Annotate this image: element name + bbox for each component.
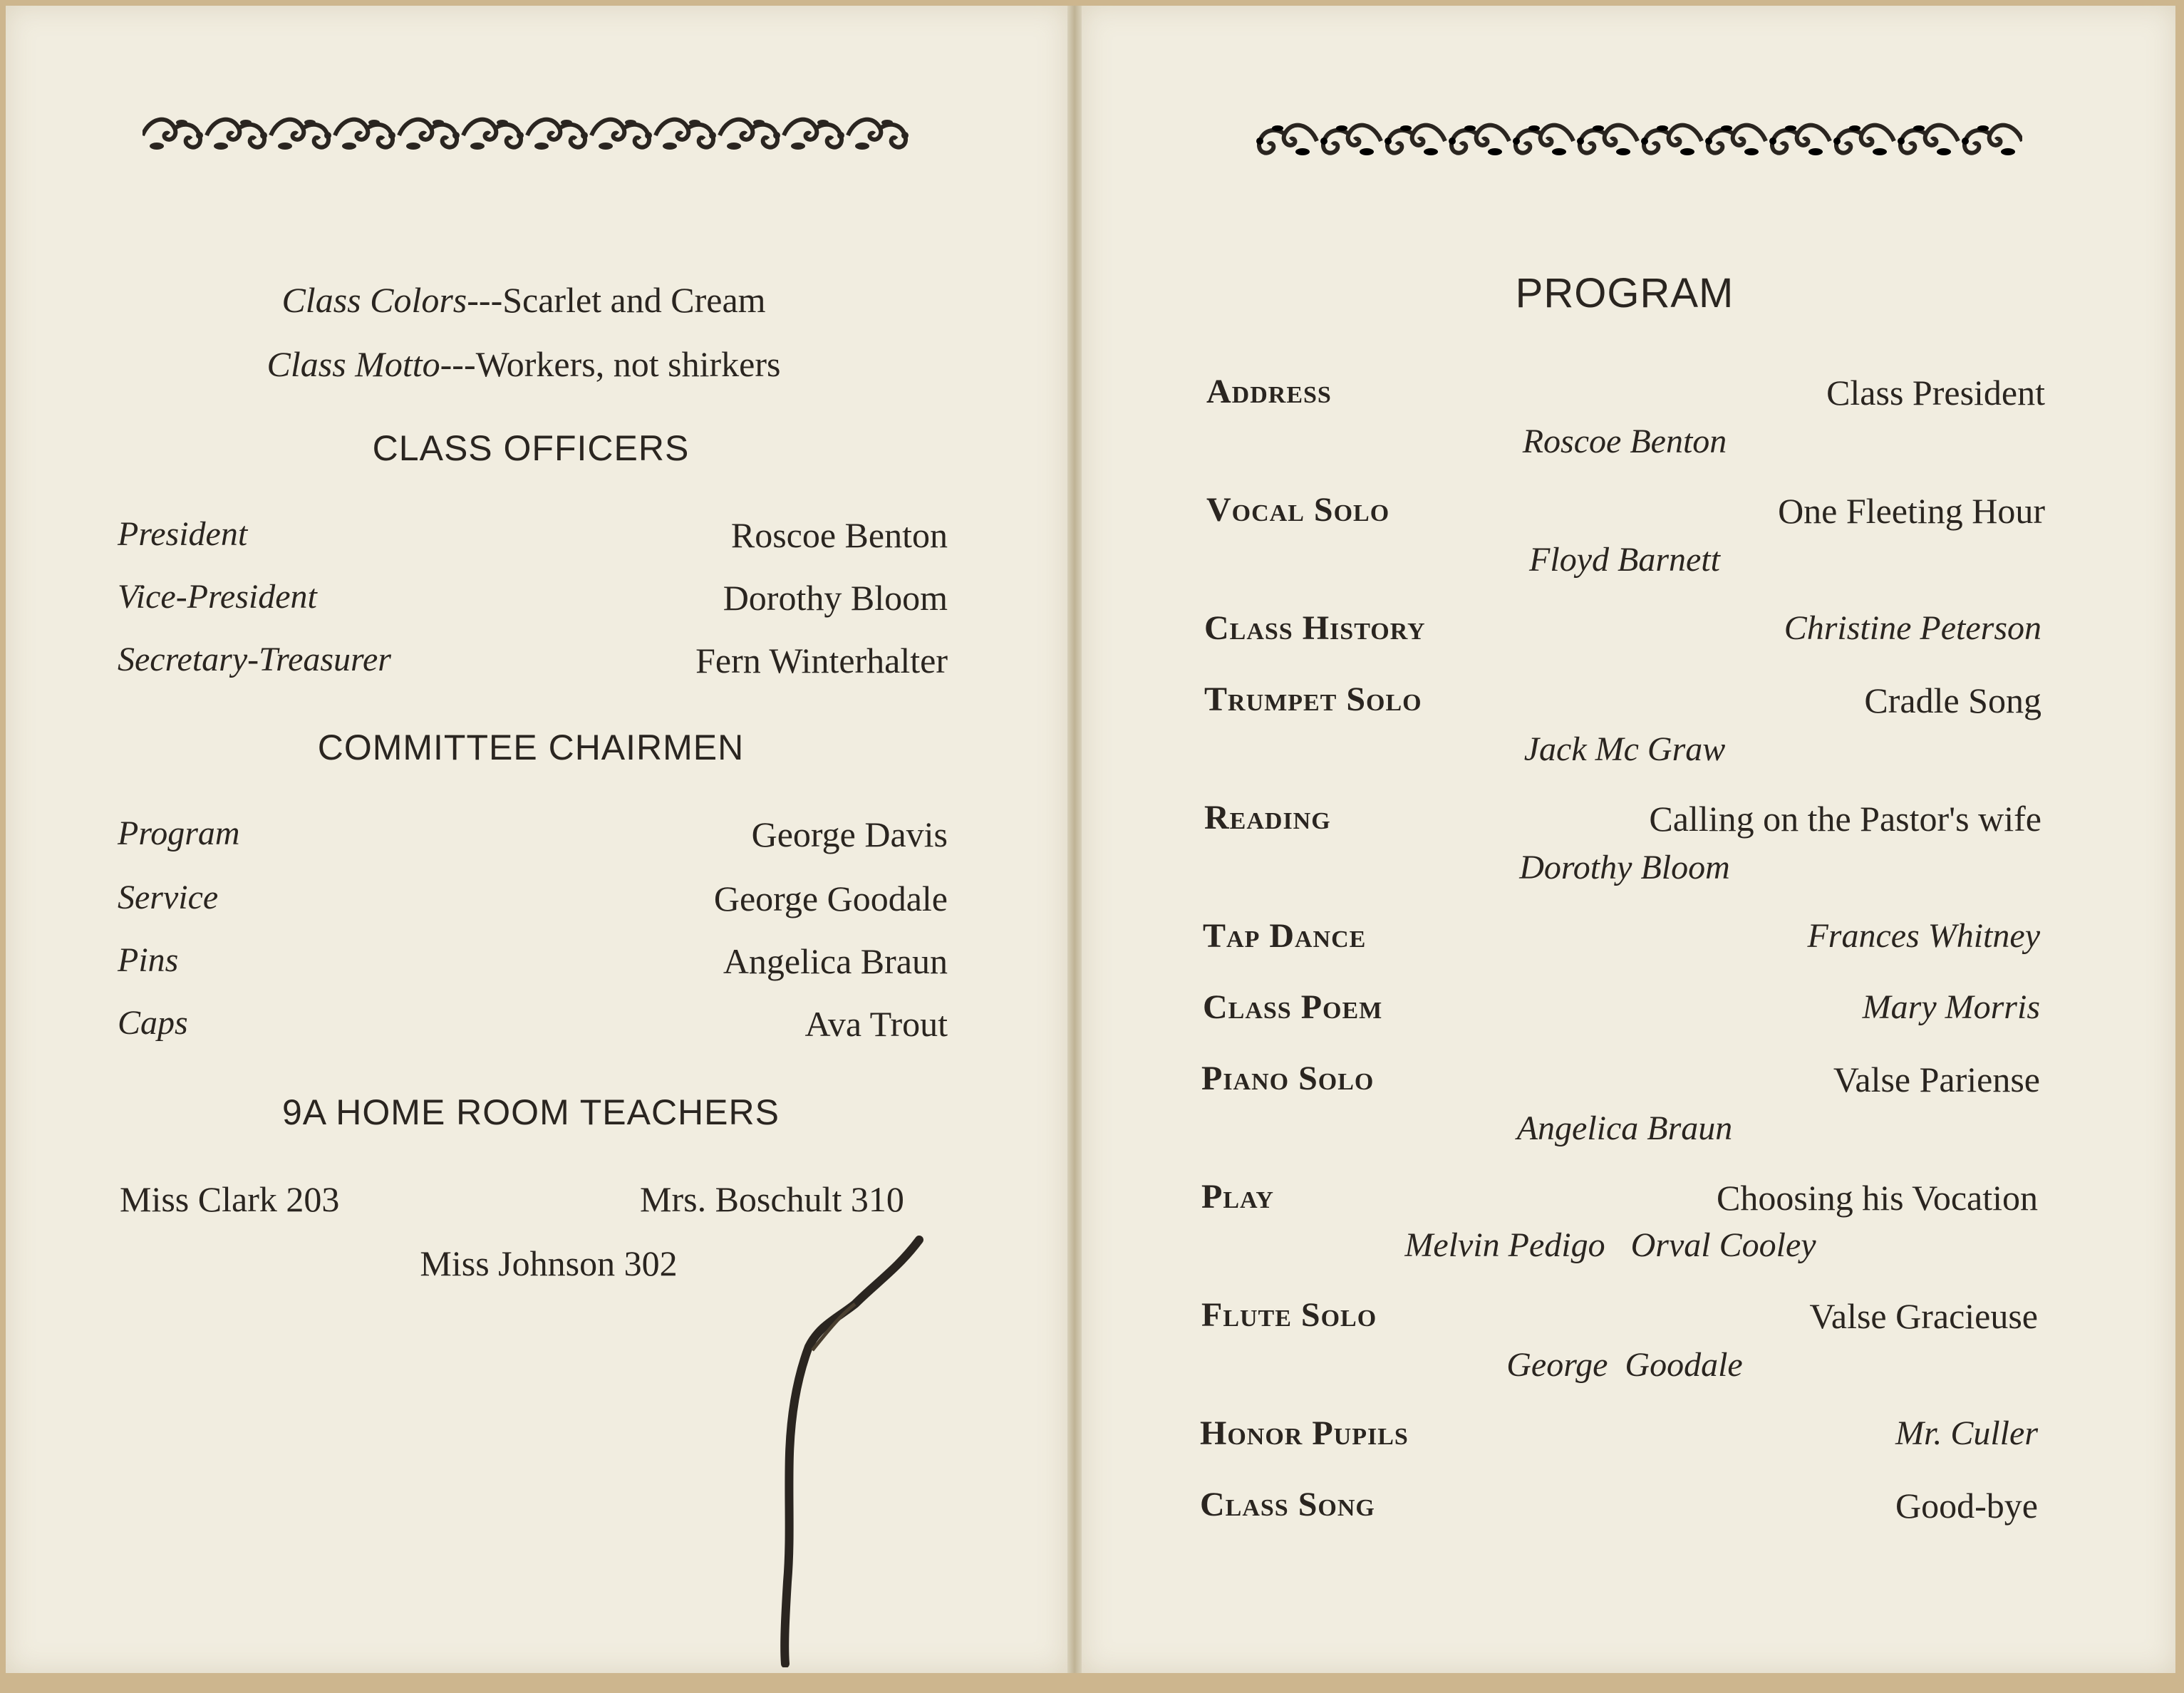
class-motto-label: Class Motto [266, 344, 440, 384]
program-item: Play [1201, 1178, 1274, 1216]
program-item: Address [1206, 373, 1332, 410]
separator: --- [440, 344, 476, 384]
separator: --- [467, 280, 503, 320]
class-colors-label: Class Colors [281, 280, 467, 320]
program-performer: George Goodale [1506, 1346, 1743, 1384]
program-item: Trumpet Solo [1204, 680, 1422, 718]
teacher: Mrs. Boschult 310 [640, 1179, 904, 1219]
committee-name: George Davis [751, 814, 948, 854]
program-performer: Angelica Braun [1516, 1109, 1733, 1147]
program-detail: Good-bye [1895, 1486, 2038, 1526]
right-ornament-icon [1231, 113, 2022, 170]
class-motto-line [114, 343, 933, 385]
program-performer: Roscoe Benton [1522, 423, 1727, 460]
officer-role: Secretary-Treasurer [118, 641, 391, 678]
program-item: Class Poem [1203, 988, 1383, 1026]
class-motto-value: Workers, not shirkers [475, 344, 781, 384]
program-performer: Floyd Barnett [1529, 541, 1720, 579]
program-detail: Cradle Song [1864, 680, 2041, 720]
program-detail: Valse Gracieuse [1809, 1296, 2038, 1336]
program-item: Piano Solo [1201, 1060, 1375, 1097]
program-detail: Calling on the Pastor's wife [1649, 799, 2041, 839]
program-detail: Frances Whitney [1807, 917, 2040, 955]
officer-role: Vice-President [118, 578, 317, 616]
class-colors-line [114, 279, 933, 321]
officers-heading: CLASS OFFICERS [372, 428, 690, 468]
class-colors-value: Scarlet and Cream [502, 280, 766, 320]
program-item: Tap Dance [1203, 917, 1367, 955]
officer-name: Roscoe Benton [730, 515, 948, 555]
officer-name: Dorothy Bloom [723, 578, 948, 618]
committee-name: George Goodale [713, 879, 948, 918]
officer-name: Fern Winterhalter [695, 641, 948, 680]
committee-role: Caps [118, 1004, 188, 1042]
teachers-heading: 9A HOME ROOM TEACHERS [282, 1092, 780, 1132]
program-performer: Jack Mc Graw [1523, 730, 1726, 768]
program-item: Class History [1204, 609, 1426, 647]
program-heading: PROGRAM [1515, 270, 1734, 316]
program-detail: Class President [1826, 373, 2045, 413]
committee-role: Program [118, 814, 240, 852]
committee-role: Pins [118, 941, 179, 979]
program-detail: Mary Morris [1862, 988, 2040, 1026]
program-detail: Christine Peterson [1784, 609, 2041, 647]
program-detail: Choosing his Vocation [1717, 1178, 2038, 1218]
program-item: Vocal Solo [1206, 491, 1390, 529]
committee-name: Angelica Braun [723, 941, 948, 981]
program-performer: Dorothy Bloom [1519, 849, 1730, 886]
committee-heading: COMMITTEE CHAIRMEN [317, 728, 745, 767]
teacher: Miss Johnson 302 [420, 1243, 678, 1283]
program-item: Class Song [1200, 1486, 1375, 1523]
left-ornament-icon [143, 107, 933, 164]
program-detail: Mr. Culler [1895, 1414, 2038, 1452]
page-tear-icon [770, 1226, 933, 1667]
program-detail: Valse Pariense [1833, 1060, 2040, 1099]
officer-role: President [118, 515, 248, 553]
committee-name: Ava Trout [804, 1004, 948, 1044]
program-item: Reading [1204, 799, 1331, 837]
program-performer: Melvin Pedigo Orval Cooley [1404, 1226, 1816, 1264]
program-item: Honor Pupils [1200, 1414, 1409, 1452]
program-item: Flute Solo [1201, 1296, 1377, 1334]
book-gutter [1067, 6, 1082, 1673]
committee-role: Service [118, 879, 219, 916]
program-detail: One Fleeting Hour [1778, 491, 2045, 531]
teacher: Miss Clark 203 [120, 1179, 340, 1219]
